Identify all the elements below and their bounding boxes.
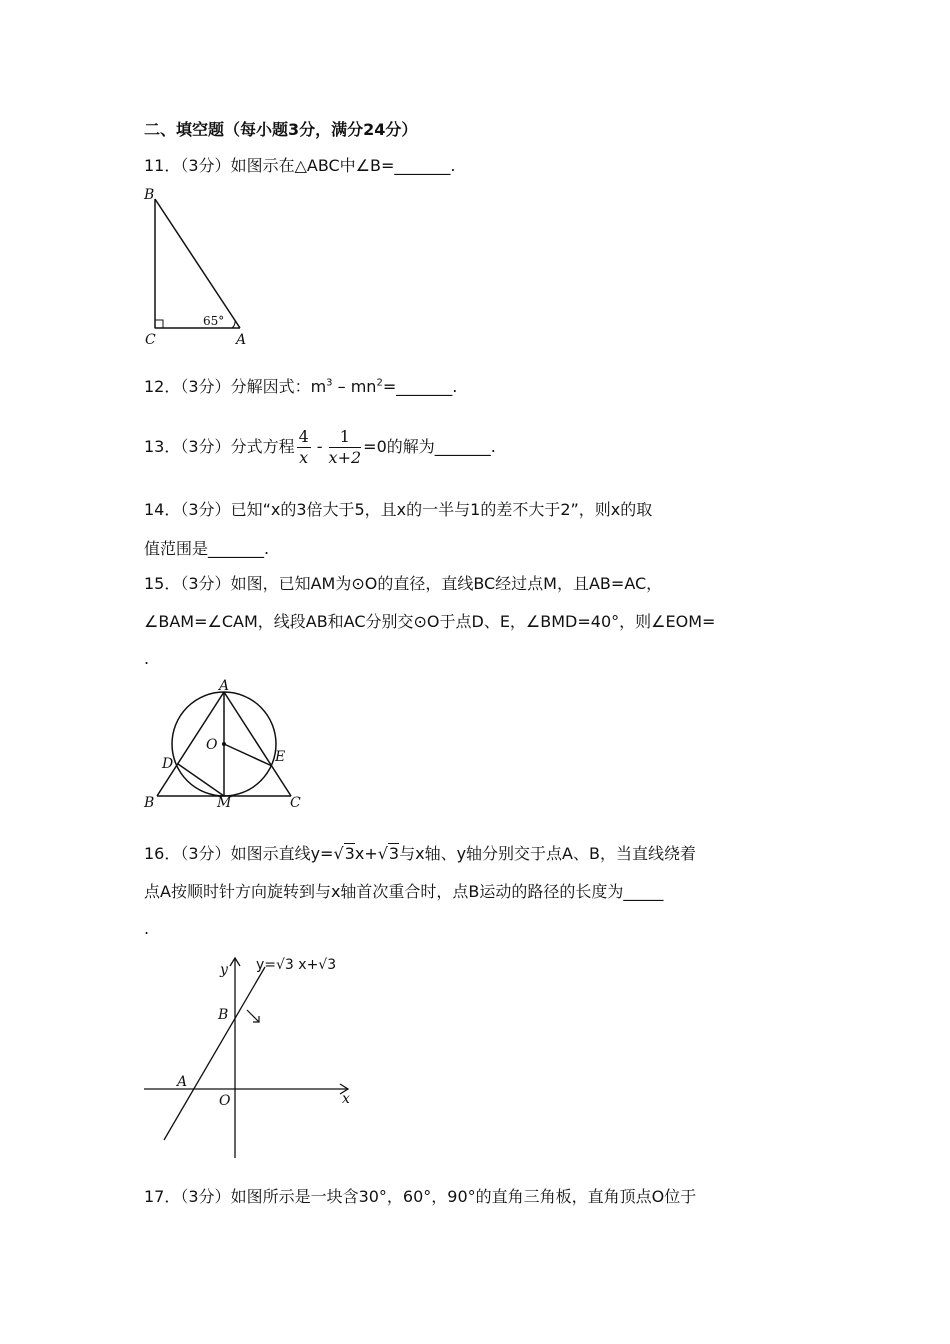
label-c: C	[290, 795, 301, 811]
question-17	[144, 1186, 696, 1208]
answer-blank: _______	[434, 437, 491, 456]
question-end: .	[452, 377, 458, 396]
question-end: .	[144, 649, 150, 668]
question-text: 值范围是	[144, 539, 209, 558]
question-number: 15．	[144, 574, 181, 593]
question-end: .	[490, 437, 496, 456]
minus-sign: -	[316, 437, 323, 456]
question-end: .	[450, 156, 456, 175]
line-equation: y=√3 x+√3	[256, 957, 337, 973]
radicand: 3	[388, 844, 400, 863]
question-text: 分解因式：m	[230, 377, 327, 396]
sqrt-sign-icon: √	[377, 844, 388, 863]
question-end: .	[144, 919, 150, 938]
answer-blank: _______	[394, 156, 451, 175]
section-title: 二、填空题（每小题3分，满分24分）	[144, 120, 418, 139]
circle-triangle-figure	[140, 676, 310, 812]
fraction-4-over-x	[297, 427, 311, 468]
question-number: 11．	[144, 156, 181, 175]
question-14-line-2	[144, 538, 269, 560]
question-text: 如图示在△ABC中∠B=	[230, 156, 395, 175]
question-score: （3分）	[180, 574, 231, 593]
label-x: x	[342, 1091, 350, 1107]
question-number: 14．	[144, 500, 181, 519]
triangle-abc-figure	[140, 182, 260, 352]
label-a: A	[236, 332, 247, 348]
label-a: A	[177, 1074, 188, 1090]
label-e: E	[275, 749, 286, 765]
question-text: 点A按顺时针方向旋转到与x轴首次重合时，点B运动的路径的长度为	[144, 882, 624, 901]
radicand: 3	[344, 844, 355, 863]
answer-blank: _____	[623, 882, 664, 901]
label-b: B	[144, 187, 155, 203]
exponent: 3	[326, 377, 333, 389]
exponent: 2	[376, 377, 383, 389]
question-text: – mn	[332, 377, 377, 396]
label-b: B	[218, 1007, 229, 1023]
question-16-line-3	[144, 918, 149, 940]
question-text: 已知“x的3倍大于5，且x的一半与1的差不大于2”，则x的取	[230, 500, 653, 519]
question-text: 如图所示是一块含30°，60°，90°的直角三角板，直角顶点O位于	[230, 1187, 697, 1206]
question-number: 12．	[144, 377, 181, 396]
question-text: =	[382, 377, 397, 396]
numerator: 4	[298, 427, 309, 446]
answer-blank: _______	[396, 377, 453, 396]
label-c: C	[145, 332, 156, 348]
label-b: B	[144, 795, 155, 811]
question-text: =0的解为	[363, 437, 435, 456]
label-y: y	[220, 962, 228, 978]
fraction-1-over-x-plus-2	[329, 427, 362, 468]
question-score: （3分）	[180, 156, 231, 175]
question-13	[144, 425, 496, 469]
sqrt-sign-icon: √	[333, 844, 344, 863]
label-m: M	[217, 795, 232, 811]
question-number: 16．	[144, 844, 181, 863]
question-text: 如图示直线y=	[230, 844, 334, 863]
label-o: O	[219, 1093, 231, 1109]
answer-blank: _______	[208, 539, 265, 558]
question-score: （3分）	[180, 377, 231, 396]
question-end: .	[264, 539, 270, 558]
question-12	[144, 376, 457, 398]
coordinate-line-figure	[140, 950, 370, 1165]
question-11	[144, 155, 456, 177]
question-score: （3分）	[180, 1187, 231, 1206]
question-16-line-2	[144, 881, 663, 903]
label-d: D	[162, 756, 174, 772]
question-score: （3分）	[180, 500, 231, 519]
question-number: 17．	[144, 1187, 181, 1206]
question-text: 如图，已知AM为⊙O的直径，直线BC经过点M，且AB=AC，	[230, 574, 663, 593]
question-score: （3分）	[180, 437, 231, 456]
question-text: ∠BAM=∠CAM，线段AB和AC分别交⊙O于点D、E，∠BMD=40°，则∠EOM=	[144, 612, 716, 631]
angle-label: 65°	[203, 314, 225, 328]
question-15-line-3	[144, 648, 149, 670]
question-score: （3分）	[180, 844, 231, 863]
question-text: 与x轴、y轴分别交于点A、B，当直线绕着	[399, 844, 696, 863]
label-a: A	[219, 678, 230, 694]
denominator: x+2	[328, 448, 362, 467]
question-text: x+	[354, 844, 378, 863]
numerator: 1	[329, 427, 362, 448]
question-15-line-2	[144, 611, 715, 633]
label-o: O	[206, 737, 218, 753]
question-number: 13．	[144, 437, 181, 456]
denominator: x	[299, 448, 309, 467]
question-15	[144, 573, 662, 595]
question-14	[144, 499, 652, 521]
question-text: 分式方程	[230, 437, 295, 456]
question-16	[144, 843, 696, 865]
